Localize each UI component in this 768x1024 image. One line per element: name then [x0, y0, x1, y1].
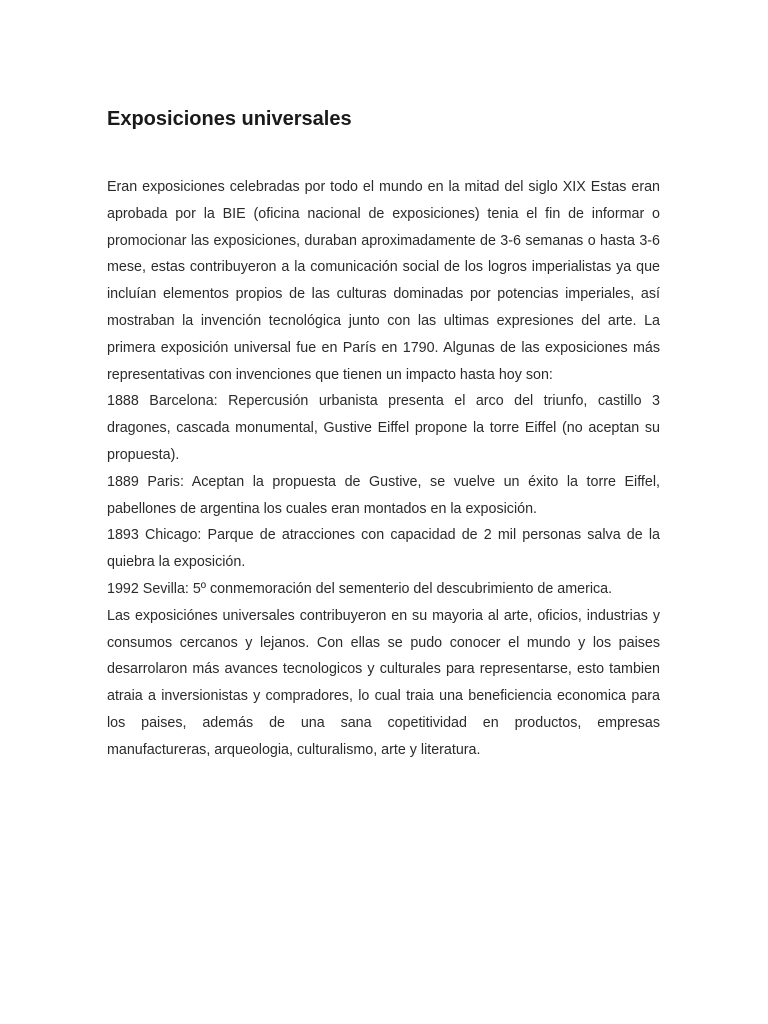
document-title: Exposiciones universales	[107, 108, 352, 130]
paragraph-sevilla-1992: 1992 Sevilla: 5º conmemoración del sementerio del descubrimiento de america.	[107, 580, 613, 597]
paragraph-paris-1889: 1889 Paris: Aceptan la propuesta de Gustive, se vuelve un éxito la torre Eiffel, pabellones de argentina los cuales eran montados en la exposición.	[107, 473, 660, 517]
paragraph-barcelona-1888: 1888 Barcelona: Repercusión urbanista presenta el arco del triunfo, castillo 3 dragones, cascada monumental, Gustive Eiffel propone la torre Eiffel (no aceptan su propuesta).	[107, 393, 660, 463]
document-body	[107, 174, 660, 764]
paragraph-conclusion: Las exposiciónes universales contribuyeron en su mayoria al arte, oficios, industrias y consumos cercanos y lejanos. Con ellas se pudo conocer el mundo y los paises desarrolaron más avances tecnologicos y culturales para representarse, esto tambien atraia a inversionistas y compradores, lo cual traia una beneficiencia economica para los paises, además de una sana copetitividad en productos, empresas manufactureras, arqueologia, culturalismo, arte y literatura.	[107, 607, 660, 758]
paragraph-intro: Eran exposiciones celebradas por todo el mundo en la mitad del siglo XIX Estas eran aprobada por la BIE (oficina nacional de exposiciones) tenia el fin de informar o promocionar las exposiciones, duraban aproximadamente de 3-6 semanas o hasta 3-6 mese, estas contribuyeron a la comunicación social de los logros imperialistas ya que incluían elementos propios de las culturas dominadas por potencias imperiales, así mostraban la invención tecnológica junto con las ultimas expresiones del arte. La primera exposición universal fue en París en 1790. Algunas de las exposiciones más representativas con invenciones que tienen un impacto hasta hoy son:	[107, 179, 660, 383]
paragraph-chicago-1893: 1893 Chicago: Parque de atracciones con capacidad de 2 mil personas salva de la quiebra la exposición.	[107, 527, 660, 571]
